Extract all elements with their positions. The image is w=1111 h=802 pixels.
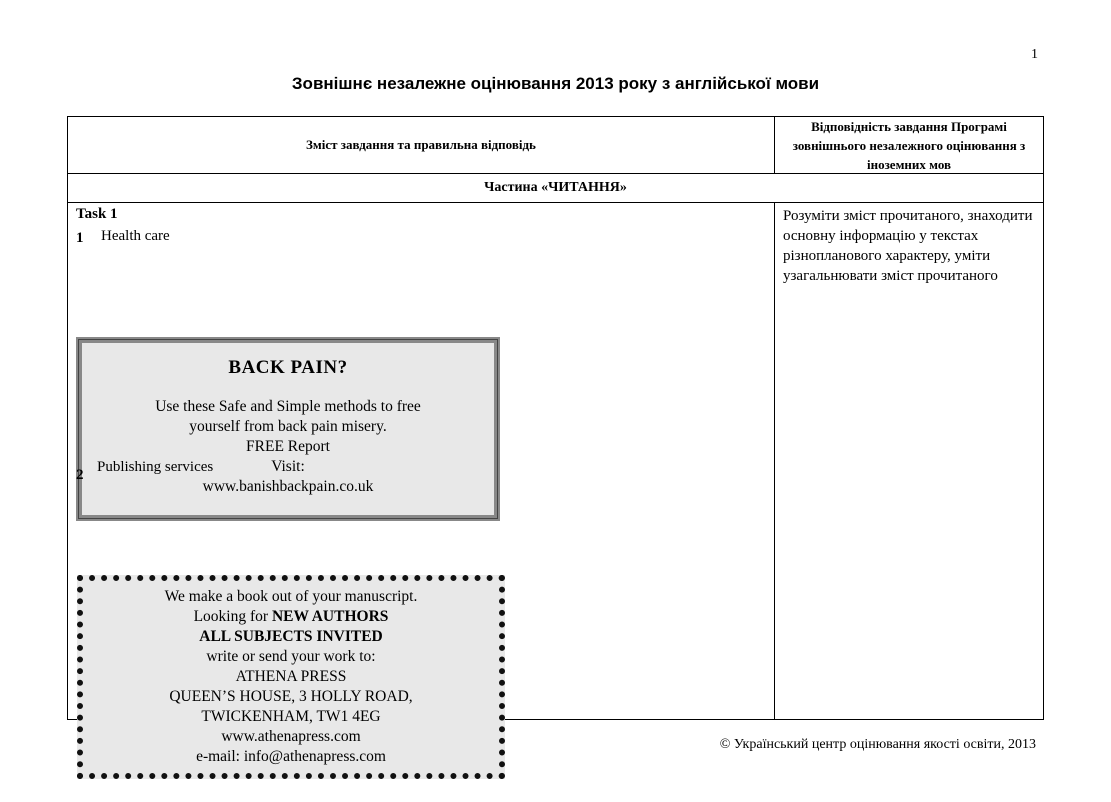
header-program-column: Відповідність завдання Програмі зовнішнього незалежного оцінювання з іноземних мов — [775, 117, 1043, 174]
advert-text-span: Looking for — [193, 608, 272, 625]
section-title: Частина «ЧИТАННЯ» — [68, 174, 1043, 203]
advert-url: www.athenapress.com — [221, 728, 361, 745]
item-title-1: Health care — [101, 228, 170, 244]
advert-line — [83, 607, 499, 627]
copyright-footer: © Український центр оцінювання якості освіти, 2013 — [719, 737, 1036, 752]
item-number-2: 2 — [76, 467, 84, 483]
advert-line: We make a book out of your manuscript. — [164, 588, 418, 605]
header-content-column: Зміст завдання та правильна відповідь — [68, 117, 775, 174]
advert-line: write or send your work to: — [206, 648, 376, 665]
advert-bold-span: NEW AUTHORS — [271, 608, 389, 625]
advert-line: Use these Safe and Simple methods to free — [155, 398, 421, 415]
item-number-1: 1 — [76, 230, 84, 246]
advert-line: TWICKENHAM, TW1 4EG — [201, 708, 381, 725]
program-requirement-cell: Розуміти зміст прочитаного, знаходити основну інформацію у текстах різнопланового характеру, уміти узагальнювати зміст прочитаного — [783, 208, 1033, 284]
task-label: Task 1 — [76, 206, 118, 222]
advert-email: e-mail: info@athenapress.com — [196, 748, 386, 765]
advert-heading: BACK PAIN? — [228, 357, 348, 378]
task-content-cell — [68, 203, 775, 765]
document-title: Зовнішнє незалежне оцінювання 2013 року з англійської мови — [291, 74, 820, 93]
advert-text — [82, 397, 494, 497]
advert-line: FREE Report — [246, 438, 330, 455]
publishing-advert — [77, 575, 505, 779]
advert-line: Visit: — [271, 458, 305, 475]
advert-line: ALL SUBJECTS INVITED — [199, 628, 383, 645]
advert-line: ATHENA PRESS — [235, 668, 347, 685]
advert-line: QUEEN’S HOUSE, 3 HOLLY ROAD, — [169, 688, 413, 705]
page-number: 1 — [1031, 47, 1038, 62]
advert-url: www.banishbackpain.co.uk — [202, 478, 374, 495]
item-title-2: Publishing services — [97, 459, 214, 475]
back-pain-advert — [76, 337, 500, 521]
advert-line: yourself from back pain misery. — [189, 418, 387, 435]
